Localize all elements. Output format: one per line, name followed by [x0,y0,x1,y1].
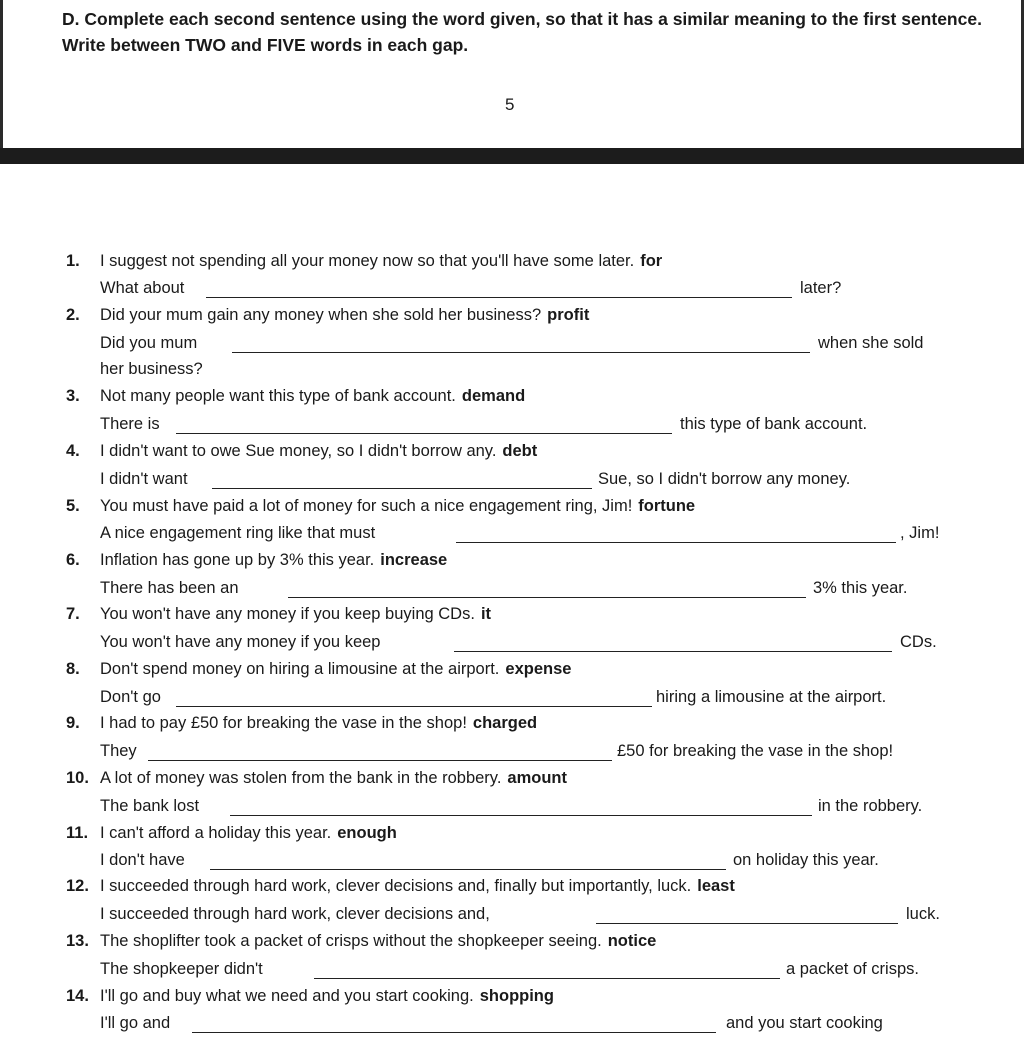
item-1-answer-gap[interactable] [206,297,792,298]
item-4-sentence: I didn't want to owe Sue money, so I didn't borrow any. debt [100,442,538,460]
item-3-suffix: this type of bank account. [680,415,868,433]
item-9-sentence: I had to pay £50 for breaking the vase in the shop! charged [100,714,538,732]
item-3-sentence: Not many people want this type of bank account. demand [100,387,526,405]
item-7-answer-gap[interactable] [454,651,892,652]
item-13-number: 13. [66,932,89,950]
item-10-number: 10. [66,769,89,787]
item-6-answer-gap[interactable] [288,597,806,598]
item-2-prefix: Did you mum [100,334,198,352]
item-6-prefix: There has been an [100,579,239,597]
item-3-number: 3. [66,387,80,405]
item-9-answer-gap[interactable] [148,760,612,761]
item-1-suffix: later? [800,279,842,297]
item-14-suffix: and you start cooking [726,1014,883,1032]
item-2-keyword: profit [547,306,590,324]
item-10-keyword: amount [507,769,567,787]
item-9-suffix: £50 for breaking the vase in the shop! [617,742,894,760]
item-4-number: 4. [66,442,80,460]
item-5-prefix: A nice engagement ring like that must [100,524,376,542]
item-7-keyword: it [480,605,492,623]
item-7-sentence: You won't have any money if you keep buying CDs. it [100,605,492,623]
item-11-answer-gap[interactable] [210,869,726,870]
item-1-prefix: What about [100,279,185,297]
exercise-instructions: D. Complete each second sentence using the word given, so that it has a similar meaning to the first sentence. Write between TWO and FIVE words in each gap. [62,9,982,55]
item-11-keyword: enough [337,824,397,842]
item-13-prefix: The shopkeeper didn't [100,960,263,978]
item-5-answer-gap[interactable] [456,542,896,543]
item-4-answer-gap[interactable] [212,488,592,489]
item-10-sentence: A lot of money was stolen from the bank in the robbery. amount [100,769,567,787]
item-3-answer-gap[interactable] [176,433,672,434]
item-7-prefix: You won't have any money if you keep [100,633,381,651]
item-10-suffix: in the robbery. [818,797,923,815]
item-6-suffix: 3% this year. [813,579,908,597]
item-14-prefix: I'll go and [100,1014,171,1032]
item-5-number: 5. [66,497,80,515]
item-8-answer-gap[interactable] [176,706,652,707]
item-14-answer-gap[interactable] [192,1032,716,1033]
item-1-number: 1. [66,252,80,270]
item-2-answer-gap[interactable] [232,352,810,353]
item-1-sentence: I suggest not spending all your money now so that you'll have some later. for [100,252,663,270]
item-8-prefix: Don't go [100,688,161,706]
item-2-sentence: Did your mum gain any money when she sold her business? profit [100,306,590,324]
item-10-prefix: The bank lost [100,797,200,815]
item-13-answer-gap[interactable] [314,978,780,979]
item-4-prefix: I didn't want [100,470,188,488]
item-9-keyword: charged [472,714,538,732]
item-6-sentence: Inflation has gone up by 3% this year. increase [100,551,448,569]
item-12-suffix: luck. [906,905,940,923]
item-8-suffix: hiring a limousine at the airport. [656,688,887,706]
item-8-number: 8. [66,660,80,678]
item-9-prefix: They [100,742,137,760]
item-7-suffix: CDs. [900,633,937,651]
item-11-number: 11. [66,824,89,842]
item-6-number: 6. [66,551,80,569]
page-border-left [0,0,3,148]
item-5-sentence: You must have paid a lot of money for such a nice engagement ring, Jim! fortune [100,497,696,515]
item-12-answer-gap[interactable] [596,923,898,924]
item-12-sentence: I succeeded through hard work, clever decisions and, finally but importantly, luck. least [100,877,735,895]
item-14-keyword: shopping [479,987,554,1005]
item-2-continuation: her business? [100,360,203,378]
item-13-keyword: notice [607,932,657,950]
item-13-suffix: a packet of crisps. [786,960,919,978]
item-3-prefix: There is [100,415,160,433]
item-4-suffix: Sue, so I didn't borrow any money. [598,470,851,488]
page-divider-bar [0,148,1024,164]
item-5-suffix: , Jim! [900,524,940,542]
item-14-number: 14. [66,987,89,1005]
item-8-sentence: Don't spend money on hiring a limousine at the airport. expense [100,660,572,678]
item-12-prefix: I succeeded through hard work, clever decisions and, [100,905,490,923]
item-1-keyword: for [640,252,663,270]
item-11-prefix: I don't have [100,851,185,869]
item-14-sentence: I'll go and buy what we need and you start cooking. shopping [100,987,554,1005]
item-13-sentence: The shoplifter took a packet of crisps without the shopkeeper seeing. notice [100,932,657,950]
item-11-sentence: I can't afford a holiday this year. enough [100,824,397,842]
item-5-keyword: fortune [638,497,696,515]
item-6-keyword: increase [380,551,448,569]
item-3-keyword: demand [461,387,526,405]
item-10-answer-gap[interactable] [230,815,812,816]
item-7-number: 7. [66,605,80,623]
item-4-keyword: debt [502,442,538,460]
item-11-suffix: on holiday this year. [733,851,879,869]
item-12-keyword: least [697,877,735,895]
page-number: 5 [505,95,515,114]
item-8-keyword: expense [505,660,572,678]
item-2-suffix: when she sold [818,334,924,352]
item-12-number: 12. [66,877,89,895]
item-2-number: 2. [66,306,80,324]
item-9-number: 9. [66,714,80,732]
